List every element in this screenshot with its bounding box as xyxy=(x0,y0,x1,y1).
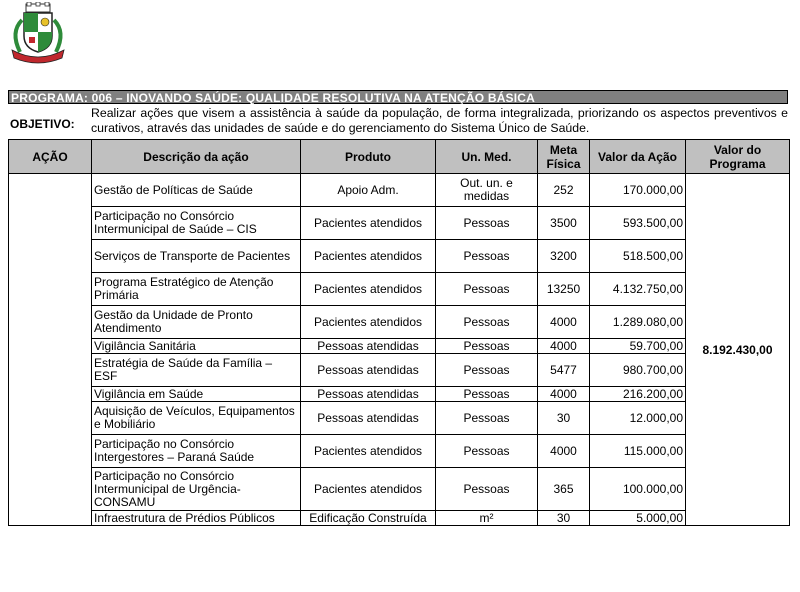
goal-cell: 30 xyxy=(538,511,590,526)
goal-cell: 30 xyxy=(538,402,590,435)
unit-cell: Pessoas xyxy=(436,273,538,306)
table-row xyxy=(9,435,790,468)
action-description-cell: Programa Estratégico de Atenção Primária xyxy=(92,273,301,306)
action-description-cell: Participação no Consórcio Intermunicipal de Urgência-CONSAMU xyxy=(92,468,301,511)
goal-cell: 365 xyxy=(538,468,590,511)
table-row xyxy=(9,339,790,354)
product-cell: Pacientes atendidos xyxy=(301,207,436,240)
column-header-unidade: Un. Med. xyxy=(436,140,538,174)
action-description-cell: Serviços de Transporte de Pacientes xyxy=(92,240,301,273)
action-description-cell: Participação no Consórcio Intergestores – Paraná Saúde xyxy=(92,435,301,468)
table-row xyxy=(9,240,790,273)
product-cell: Edificação Construída xyxy=(301,511,436,526)
acao-cell xyxy=(9,174,92,526)
column-header-valor-programa: Valor do Programa xyxy=(686,140,790,174)
action-description-cell: Aquisição de Veículos, Equipamentos e Mobiliário xyxy=(92,402,301,435)
action-value-cell: 12.000,00 xyxy=(590,402,686,435)
unit-cell: Pessoas xyxy=(436,402,538,435)
table-row xyxy=(9,354,790,387)
table-row xyxy=(9,174,790,207)
column-header-meta: Meta Física xyxy=(538,140,590,174)
table-header-row xyxy=(9,140,790,174)
action-value-cell: 593.500,00 xyxy=(590,207,686,240)
action-description-cell: Vigilância Sanitária xyxy=(92,339,301,354)
goal-cell: 4000 xyxy=(538,387,590,402)
goal-cell: 252 xyxy=(538,174,590,207)
action-value-cell: 980.700,00 xyxy=(590,354,686,387)
action-value-cell: 216.200,00 xyxy=(590,387,686,402)
action-description-cell: Gestão da Unidade de Pronto Atendimento xyxy=(92,306,301,339)
table-row xyxy=(9,387,790,402)
product-cell: Pacientes atendidos xyxy=(301,240,436,273)
objective-label: OBJETIVO: xyxy=(10,117,75,131)
action-description-cell: Participação no Consórcio Intermunicipal de Saúde – CIS xyxy=(92,207,301,240)
table-row xyxy=(9,273,790,306)
goal-cell: 13250 xyxy=(538,273,590,306)
goal-cell: 3500 xyxy=(538,207,590,240)
action-value-cell: 115.000,00 xyxy=(590,435,686,468)
product-cell: Pessoas atendidas xyxy=(301,354,436,387)
table-row xyxy=(9,468,790,511)
unit-cell: m² xyxy=(436,511,538,526)
product-cell: Pacientes atendidos xyxy=(301,468,436,511)
goal-cell: 4000 xyxy=(538,339,590,354)
table-row xyxy=(9,207,790,240)
product-cell: Apoio Adm. xyxy=(301,174,436,207)
action-description-cell: Infraestrutura de Prédios Públicos xyxy=(92,511,301,526)
program-total-value: 8.192.430,00 xyxy=(686,174,790,526)
action-value-cell: 1.289.080,00 xyxy=(590,306,686,339)
goal-cell: 5477 xyxy=(538,354,590,387)
table-row xyxy=(9,306,790,339)
unit-cell: Pessoas xyxy=(436,435,538,468)
action-description-cell: Estratégia de Saúde da Família – ESF xyxy=(92,354,301,387)
product-cell: Pessoas atendidas xyxy=(301,339,436,354)
program-title-bar: PROGRAMA: 006 – INOVANDO SAÚDE: QUALIDADE RESOLUTIVA NA ATENÇÃO BÁSICA xyxy=(8,90,788,104)
product-cell: Pessoas atendidas xyxy=(301,387,436,402)
unit-cell: Pessoas xyxy=(436,240,538,273)
objective-text: Realizar ações que visem a assistência à saúde da população, de forma integralizada, priorizando os aspectos preventivos e curativos, através das unidades de saúde e do gerenciamento do Sistema Único de Saúde. xyxy=(91,106,788,135)
unit-cell: Pessoas xyxy=(436,387,538,402)
coat-of-arms-logo xyxy=(6,2,70,64)
action-value-cell: 518.500,00 xyxy=(590,240,686,273)
column-header-produto: Produto xyxy=(301,140,436,174)
program-actions-table xyxy=(8,139,790,526)
goal-cell: 4000 xyxy=(538,306,590,339)
unit-cell: Pessoas xyxy=(436,354,538,387)
unit-cell: Pessoas xyxy=(436,468,538,511)
unit-cell: Pessoas xyxy=(436,306,538,339)
action-value-cell: 5.000,00 xyxy=(590,511,686,526)
column-header-valor-acao: Valor da Ação xyxy=(590,140,686,174)
column-header-acao: AÇÃO xyxy=(9,140,92,174)
table-row xyxy=(9,402,790,435)
table-row xyxy=(9,511,790,526)
action-value-cell: 59.700,00 xyxy=(590,339,686,354)
product-cell: Pacientes atendidos xyxy=(301,273,436,306)
goal-cell: 3200 xyxy=(538,240,590,273)
product-cell: Pessoas atendidas xyxy=(301,402,436,435)
product-cell: Pacientes atendidos xyxy=(301,306,436,339)
action-value-cell: 170.000,00 xyxy=(590,174,686,207)
action-value-cell: 4.132.750,00 xyxy=(590,273,686,306)
unit-cell: Pessoas xyxy=(436,207,538,240)
product-cell: Pacientes atendidos xyxy=(301,435,436,468)
action-value-cell: 100.000,00 xyxy=(590,468,686,511)
action-description-cell: Gestão de Políticas de Saúde xyxy=(92,174,301,207)
unit-cell: Pessoas xyxy=(436,339,538,354)
goal-cell: 4000 xyxy=(538,435,590,468)
column-header-descricao: Descrição da ação xyxy=(92,140,301,174)
action-description-cell: Vigilância em Saúde xyxy=(92,387,301,402)
unit-cell: Out. un. e medidas xyxy=(436,174,538,207)
